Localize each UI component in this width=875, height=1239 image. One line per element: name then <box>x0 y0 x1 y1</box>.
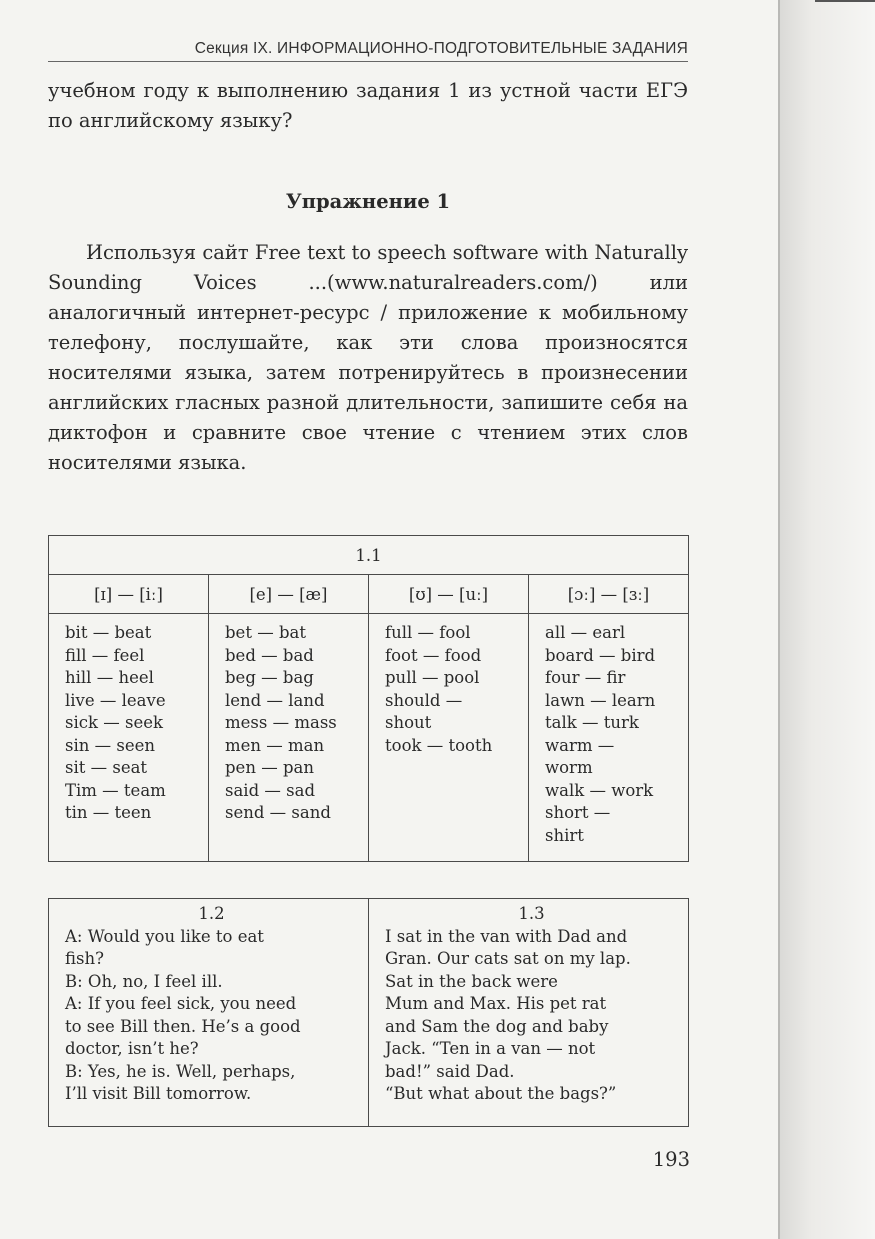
cell-title: 1.2 <box>198 904 225 923</box>
exercise-title: Упражнение 1 <box>285 190 451 213</box>
text-line: Jack. “Ten in a van — not <box>385 1039 596 1058</box>
page-number: 193 <box>652 1148 690 1171</box>
word-pair: sit — seat <box>65 758 148 777</box>
text-line: bad!” said Dad. <box>385 1061 515 1081</box>
word-pair: pull — pool <box>385 668 480 687</box>
table-title: 1.1 <box>49 536 689 575</box>
word-column <box>49 614 209 862</box>
word-pair: send — sand <box>225 803 331 822</box>
word-pair: lend — land <box>225 690 325 710</box>
word-pair: men — man <box>225 735 325 755</box>
dialogue-table <box>48 898 689 1127</box>
page-gutter <box>778 0 875 1239</box>
word-pair: pen — pan <box>225 758 314 777</box>
word-pair: sick — seek <box>65 713 163 732</box>
text-line: to see Bill then. He’s a good <box>65 1016 301 1036</box>
word-column <box>529 614 689 862</box>
word-pair: board — bird <box>545 645 656 665</box>
column-header: [e] — [æ] <box>209 575 369 614</box>
vowel-pairs-table <box>48 535 689 862</box>
cell-title: 1.3 <box>518 904 545 923</box>
word-pair: bed — bad <box>225 645 314 665</box>
word-pair: hill — heel <box>65 668 154 687</box>
word-pair: all — earl <box>545 623 626 642</box>
word-pair: should — <box>385 690 463 710</box>
word-pair: live — leave <box>65 690 166 710</box>
word-pair: short — <box>545 803 611 822</box>
word-pair: four — fir <box>545 668 626 687</box>
word-pair: bit — beat <box>65 623 152 642</box>
dialogue-lines <box>65 926 358 1106</box>
word-pair: foot — food <box>385 645 482 665</box>
word-pair: sin — seen <box>65 735 155 755</box>
text-line: I’ll visit Bill tomorrow. <box>65 1084 252 1103</box>
text-line: fish? <box>65 949 104 968</box>
word-pair: warm — <box>545 735 615 755</box>
text-line: I sat in the van with Dad and <box>385 926 628 946</box>
column-header: [ɔː] — [ɜː] <box>529 575 689 614</box>
text-line: B: Yes, he is. Well, perhaps, <box>65 1061 296 1081</box>
page-edge <box>778 0 780 1239</box>
word-pair: said — sad <box>225 780 316 800</box>
word-pair: walk — work <box>545 780 654 800</box>
word-pair: shout <box>385 713 432 732</box>
text-line: B: Oh, no, I feel ill. <box>65 971 223 991</box>
word-pair: tin — teen <box>65 803 152 822</box>
dialogue-cell <box>49 899 369 1127</box>
text-line: doctor, isn’t he? <box>65 1039 199 1058</box>
word-pair: talk — turk <box>545 713 639 732</box>
word-column <box>209 614 369 862</box>
text-line: A: If you feel sick, you need <box>65 994 297 1013</box>
text-line: Sat in the back were <box>385 971 558 991</box>
word-pair: beg — bag <box>225 668 314 687</box>
running-header: Секция IX. ИНФОРМАЦИОННО-ПОДГОТОВИТЕЛЬНЫЕ ЗАДАНИЯ <box>48 40 688 62</box>
corner-mark <box>815 0 875 2</box>
word-pair: Tim — team <box>65 780 166 800</box>
word-pair: shirt <box>545 825 584 845</box>
text-line: and Sam the dog and baby <box>385 1016 609 1036</box>
intro-paragraph: учебном году к выполнению задания 1 из устной части ЕГЭ по английскому языку? <box>48 79 688 132</box>
word-column <box>369 614 529 862</box>
word-pair: full — fool <box>385 623 471 642</box>
text-line: Mum and Max. His pet rat <box>385 994 607 1013</box>
word-pair: took — tooth <box>385 735 493 755</box>
word-pair: fill — feel <box>65 645 145 665</box>
text-line: “But what about the bags?” <box>385 1084 617 1103</box>
story-lines <box>385 926 678 1106</box>
word-pair: lawn — learn <box>545 690 656 710</box>
exercise-instructions: Используя сайт Free text to speech software with Naturally Sounding Voices ...(www.naturalreaders.com/) или аналогичный интернет-ресурс / приложение к мобильному телефону, послушайте, как эти слова произносятся носителями языка, затем потренируйтесь в произнесении английских гласных разной длительности, запишите себя на диктофон и сравните свое чтение с чтением этих слов носителями языка. <box>48 241 688 474</box>
text-line: A: Would you like to eat <box>65 926 264 946</box>
column-header: [ʊ] — [uː] <box>369 575 529 614</box>
column-header: [ɪ] — [iː] <box>49 575 209 614</box>
word-pair: mess — mass <box>225 713 337 732</box>
story-cell <box>369 899 689 1127</box>
text-line: Gran. Our cats sat on my lap. <box>385 949 631 968</box>
word-pair: worm <box>545 758 593 777</box>
word-pair: bet — bat <box>225 623 306 642</box>
